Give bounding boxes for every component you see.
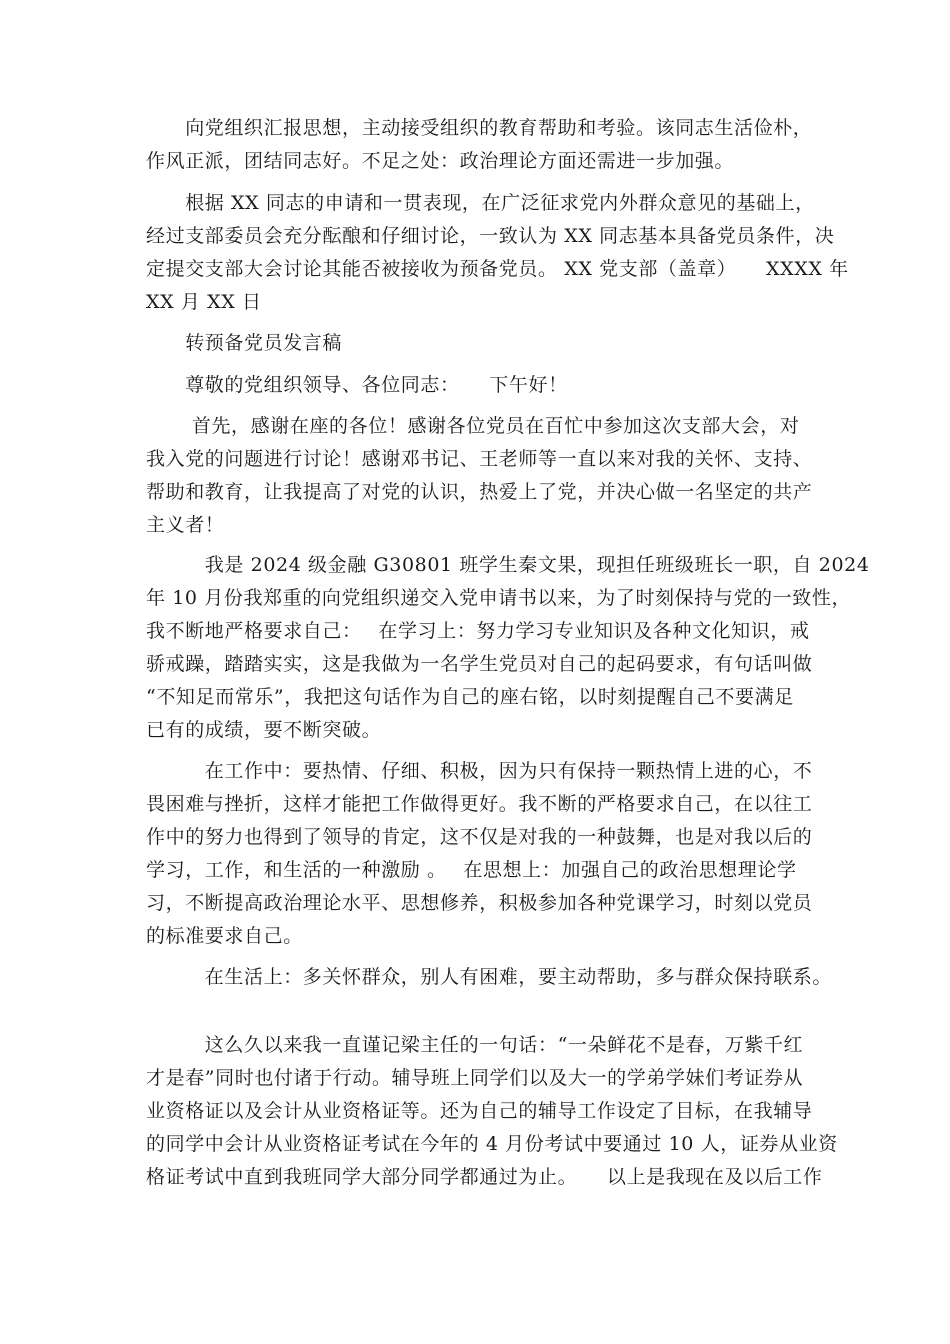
text-line: 经过支部委员会充分酝酿和仔细讨论，一致认为 XX 同志基本具备党员条件，决: [146, 225, 835, 247]
text-line: 畏困难与挫折，这样才能把工作做得更好。我不断的严格要求自己，在以往工: [146, 793, 813, 815]
text-line: 的标准要求自己。: [146, 925, 303, 947]
text-line: 骄戒躁，踏踏实实，这是我做为一名学生党员对自己的起码要求，有句话叫做: [146, 653, 813, 675]
text-line: 这么久以来我一直谨记梁主任的一句话：“一朵鲜花不是春，万紫千红: [146, 1034, 804, 1056]
text-line: 才是春”同时也付诸于行动。辅导班上同学们以及大一的学弟学妹们考证券从: [146, 1067, 804, 1089]
text-line: 年 10 月份我郑重的向党组织递交入党申请书以来，为了时刻保持与党的一致性，: [146, 587, 852, 609]
text-line: 我入党的问题进行讨论！感谢邓书记、王老师等一直以来对我的关怀、支持、: [146, 448, 813, 470]
text-line: 作中的努力也得到了领导的肯定，这不仅是对我的一种鼓舞，也是对我以后的: [146, 826, 813, 848]
text-line: 在工作中：要热情、仔细、积极，因为只有保持一颗热情上进的心，不: [146, 760, 813, 782]
text-line: 习，不断提高政治理论水平、思想修养，积极参加各种党课学习，时刻以党员: [146, 892, 813, 914]
text-line: 学习，工作，和生活的一种激励 。 在思想上：加强自己的政治思想理论学: [146, 859, 797, 881]
text-line: 根据 XX 同志的申请和一贯表现，在广泛征求党内外群众意见的基础上，: [146, 192, 815, 214]
text-line: “不知足而常乐”，我把这句话作为自己的座右铭，以时刻提醒自己不要满足: [146, 686, 794, 708]
text-line: 作风正派，团结同志好。不足之处：政治理论方面还需进一步加强。: [146, 150, 735, 172]
text-line: 已有的成绩，要不断突破。: [146, 719, 382, 741]
section-heading: 转预备党员发言稿: [146, 332, 343, 354]
text-line: 在生活上：多关怀群众，别人有困难，要主动帮助，多与群众保持联系。: [146, 966, 833, 988]
text-line: 业资格证以及会计从业资格证等。还为自己的辅导工作设定了目标，在我辅导: [146, 1100, 813, 1122]
salutation: 尊敬的党组织领导、各位同志： 下午好！: [146, 374, 568, 396]
text-line: 首先，感谢在座的各位！感谢各位党员在百忙中参加这次支部大会，对: [146, 415, 800, 437]
text-line: 帮助和教育，让我提高了对党的认识，热爱上了党，并决心做一名坚定的共产: [146, 481, 813, 503]
text-line: XX 月 XX 日: [146, 291, 262, 313]
text-line: 格证考试中直到我班同学大部分同学都通过为止。 以上是我现在及以后工作: [146, 1166, 823, 1188]
text-line: 我不断地严格要求自己： 在学习上：努力学习专业知识及各种文化知识，戒: [146, 620, 810, 642]
text-line: 向党组织汇报思想，主动接受组织的教育帮助和考验。该同志生活俭朴，: [146, 117, 813, 139]
text-line: 的同学中会计从业资格证考试在今年的 4 月份考试中要通过 10 人，证券从业资: [146, 1133, 838, 1155]
text-line: 主义者！: [146, 514, 225, 536]
text-line: 定提交支部大会讨论其能否被接收为预备党员。 XX 党支部（盖章） XXXX 年: [146, 258, 849, 280]
text-line: 我是 2024 级金融 G30801 班学生秦文果，现担任班级班长一职，自 2024: [146, 554, 870, 576]
